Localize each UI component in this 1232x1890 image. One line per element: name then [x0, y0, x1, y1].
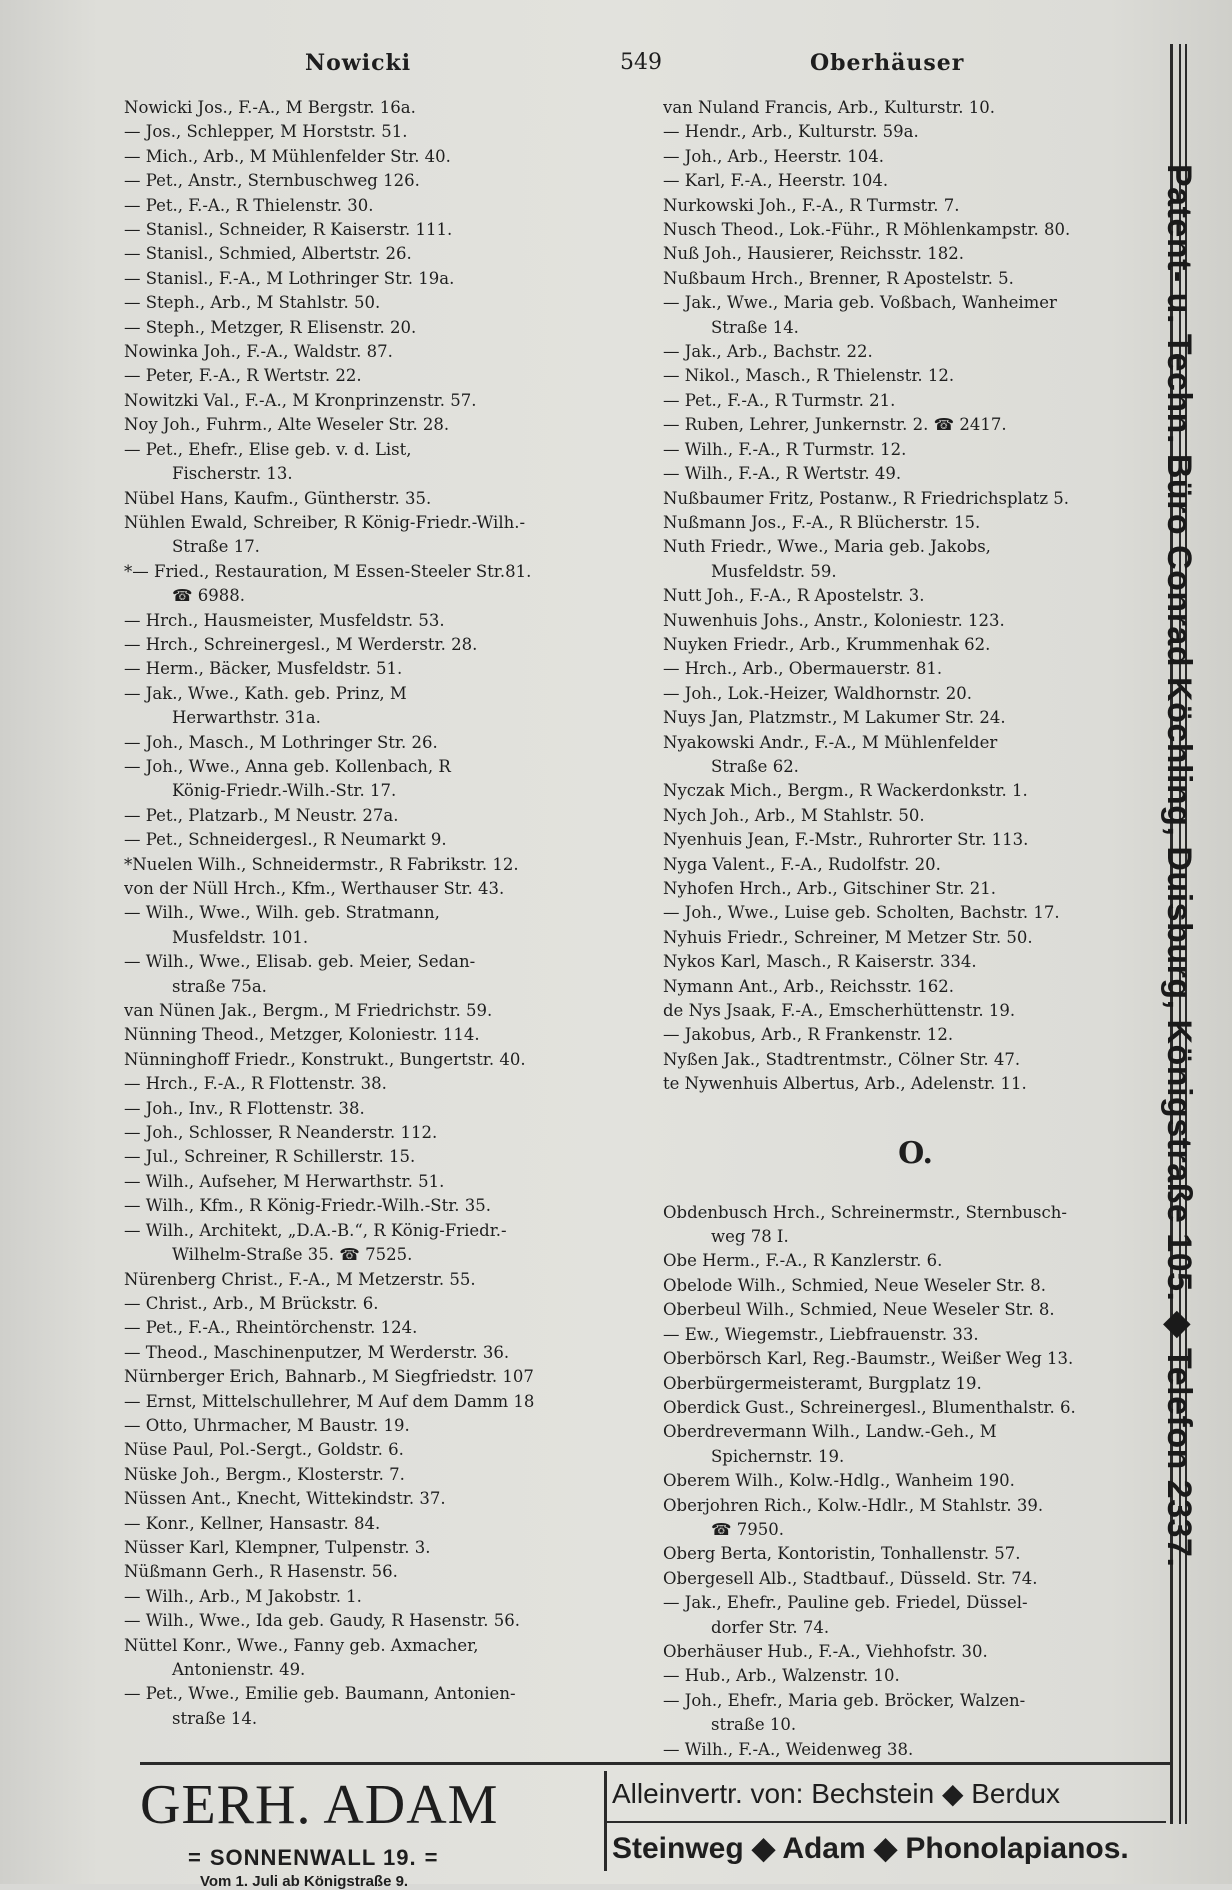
directory-entry: — Joh., Wwe., Anna geb. Kollenbach, R	[124, 756, 451, 776]
directory-entry: Oberdick Gust., Schreinergesl., Blumenthalstr. 6.	[663, 1397, 1076, 1417]
directory-entry: Nuyken Friedr., Arb., Krummenhak 62.	[663, 634, 991, 654]
directory-entry: Nurkowski Joh., F.-A., R Turmstr. 7.	[663, 195, 960, 215]
directory-entry: Nowicki Jos., F.-A., M Bergstr. 16a.	[124, 98, 416, 117]
directory-entry: Nyhofen Hrch., Arb., Gitschiner Str. 21.	[663, 879, 997, 898]
directory-entry: Nüse Paul, Pol.-Sergt., Goldstr. 6.	[124, 1440, 404, 1460]
directory-entry: — Pet., F.-A., R Turmstr. 21.	[663, 390, 896, 410]
directory-entry: Nüttel Konr., Wwe., Fanny geb. Axmacher,	[124, 1635, 479, 1655]
right-column-o-entries	[663, 1201, 1168, 1762]
directory-entry: Nünninghoff Friedr., Konstrukt., Bungertstr. 40.	[124, 1049, 526, 1069]
directory-entry: — Hendr., Arb., Kulturstr. 59a.	[663, 122, 919, 142]
directory-entry: Nußmann Jos., F.-A., R Blücherstr. 15.	[663, 512, 981, 532]
directory-entry: Noy Joh., Fuhrm., Alte Weseler Str. 28.	[124, 415, 450, 435]
advertiser-name: GERH. ADAM	[140, 1774, 499, 1836]
directory-entry: — Herm., Bäcker, Musfeldstr. 51.	[124, 659, 403, 679]
directory-entry: — Joh., Inv., R Flottenstr. 38.	[124, 1098, 365, 1118]
directory-entry: — Pet., Platzarb., M Neustr. 27a.	[124, 805, 399, 825]
directory-entry: — Wilh., F.-A., R Wertstr. 49.	[663, 464, 902, 484]
entry-continuation: straße 10.	[711, 1715, 797, 1735]
directory-entry: Obe Herm., F.-A., R Kanzlerstr. 6.	[663, 1251, 943, 1271]
directory-entry: *Nuelen Wilh., Schneidermstr., R Fabrikstr. 12.	[124, 854, 519, 874]
directory-entry: — Otto, Uhrmacher, M Baustr. 19.	[124, 1415, 410, 1435]
entry-continuation: Musfeldstr. 59.	[711, 561, 837, 581]
entry-continuation: Straße 62.	[711, 756, 799, 776]
directory-entry: — Konr., Kellner, Hansastr. 84.	[124, 1513, 381, 1533]
directory-entry: Oberbeul Wilh., Schmied, Neue Weseler Str. 8.	[663, 1300, 1055, 1320]
directory-entry: — Jakobus, Arb., R Frankenstr. 12.	[663, 1025, 954, 1045]
directory-entry: Obergesell Alb., Stadtbauf., Düsseld. Str. 74.	[663, 1568, 1038, 1588]
header-last-entry: Oberhäuser	[810, 50, 965, 76]
directory-entry: — Pet., Ehefr., Elise geb. v. d. List,	[124, 439, 412, 459]
directory-entry: Nyhuis Friedr., Schreiner, M Metzer Str. 50.	[663, 927, 1033, 947]
directory-entry: Nürenberg Christ., F.-A., M Metzerstr. 55.	[124, 1269, 476, 1289]
directory-entry: Oberdrevermann Wilh., Landw.-Geh., M	[663, 1422, 997, 1442]
entry-continuation: Straße 14.	[711, 317, 799, 337]
directory-entry: — Wilh., Architekt, „D.A.-B.“, R König-Friedr.-	[124, 1220, 507, 1240]
directory-entry: Nünning Theod., Metzger, Koloniestr. 114.	[124, 1025, 480, 1045]
directory-entry: Obelode Wilh., Schmied, Neue Weseler Str. 8.	[663, 1275, 1046, 1295]
directory-entry: Nymann Ant., Arb., Reichsstr. 162.	[663, 976, 954, 996]
left-column	[124, 96, 640, 1731]
directory-entry: te Nywenhuis Albertus, Arb., Adelenstr. 11.	[663, 1074, 1027, 1094]
directory-entry: Nürnberger Erich, Bahnarb., M Siegfriedstr. 107	[124, 1367, 534, 1387]
directory-entry: Nußbaum Hrch., Brenner, R Apostelstr. 5.	[663, 268, 1014, 288]
entry-continuation: weg 78 I.	[711, 1227, 789, 1247]
entry-continuation: König-Friedr.-Wilh.-Str. 17.	[172, 781, 397, 801]
page-number: 549	[620, 50, 662, 75]
directory-entry: — Stanisl., Schneider, R Kaiserstr. 111.	[124, 220, 453, 240]
directory-entry: — Hrch., F.-A., R Flottenstr. 38.	[124, 1074, 387, 1094]
footer-advertisement	[140, 1762, 1170, 1890]
entry-continuation: ☎ 6988.	[172, 586, 246, 606]
margin-ad-text: Patent- u. Techn. Büro Conrad Köchling, Duisburg, Königstraße 105. ◆ Telefon 2337.	[1160, 164, 1198, 1568]
directory-entry: — Pet., Anstr., Sternbuschweg 126.	[124, 171, 420, 191]
directory-entry: — Hrch., Schreinergesl., M Werderstr. 28.	[124, 634, 478, 654]
directory-entry: — Mich., Arb., M Mühlenfelder Str. 40.	[124, 146, 451, 166]
advertiser-address: = SONNENWALL 19. =	[180, 1845, 446, 1871]
ad-line-1: Alleinvertr. von: Bechstein ◆ Berdux	[612, 1778, 1060, 1809]
directory-entry: Nühlen Ewald, Schreiber, R König-Friedr.-Wilh.-	[124, 512, 526, 532]
directory-entry: — Ruben, Lehrer, Junkernstr. 2. ☎ 2417.	[663, 415, 1007, 435]
directory-entry: Nykos Karl, Masch., R Kaiserstr. 334.	[663, 952, 977, 972]
section-letter-o: O.	[898, 1135, 933, 1171]
entry-continuation: Wilhelm-Straße 35. ☎ 7525.	[172, 1245, 413, 1265]
directory-entry: Nych Joh., Arb., M Stahlstr. 50.	[663, 805, 925, 825]
directory-entry: — Pet., Schneidergesl., R Neumarkt 9.	[124, 830, 447, 850]
directory-entry: — Wilh., Wwe., Wilh. geb. Stratmann,	[124, 903, 440, 923]
directory-entry: — Wilh., Wwe., Elisab. geb. Meier, Sedan-	[124, 952, 476, 972]
entry-continuation: Musfeldstr. 101.	[172, 927, 309, 947]
directory-entry: — Nikol., Masch., R Thielenstr. 12.	[663, 366, 955, 386]
directory-entry: Nuth Friedr., Wwe., Maria geb. Jakobs,	[663, 537, 991, 557]
directory-entry: — Joh., Wwe., Luise geb. Scholten, Bachstr. 17.	[663, 903, 1060, 923]
entry-continuation: ☎ 7950.	[711, 1519, 785, 1539]
directory-entry: Nyßen Jak., Stadtrentmstr., Cölner Str. 47.	[663, 1049, 1021, 1069]
directory-entry: Oberbörsch Karl, Reg.-Baumstr., Weißer Weg 13.	[663, 1349, 1074, 1369]
entry-continuation: straße 75a.	[172, 976, 267, 996]
entry-continuation: Straße 17.	[172, 537, 260, 557]
entry-continuation: Spichernstr. 19.	[711, 1446, 845, 1466]
right-column-n-entries	[663, 96, 1168, 1097]
ad-line-2: Steinweg ◆ Adam ◆ Phonolapianos.	[612, 1832, 1129, 1865]
directory-entry: de Nys Jsaak, F.-A., Emscherhüttenstr. 19.	[663, 1001, 1016, 1021]
right-column	[663, 96, 1168, 1762]
directory-entry: — Wilh., Arb., M Jakobstr. 1.	[124, 1586, 362, 1606]
directory-entry: — Pet., Wwe., Emilie geb. Baumann, Antonien-	[124, 1684, 516, 1704]
directory-entry: — Steph., Arb., M Stahlstr. 50.	[124, 293, 381, 313]
directory-entry: Oberg Berta, Kontoristin, Tonhallenstr. 57.	[663, 1544, 1021, 1564]
directory-entry: — Christ., Arb., M Brückstr. 6.	[124, 1293, 379, 1313]
directory-entry: — Wilh., Kfm., R König-Friedr.-Wilh.-Str. 35.	[124, 1196, 492, 1216]
directory-entry: — Jak., Ehefr., Pauline geb. Friedel, Düssel-	[663, 1593, 1028, 1613]
directory-entry: Oberem Wilh., Kolw.-Hdlg., Wanheim 190.	[663, 1471, 1015, 1491]
directory-entry: Oberhäuser Hub., F.-A., Viehhofstr. 30.	[663, 1641, 988, 1661]
directory-entry: — Peter, F.-A., R Wertstr. 22.	[124, 366, 362, 386]
directory-entry: Nyczak Mich., Bergm., R Wackerdonkstr. 1.	[663, 781, 1028, 801]
directory-entry: Nowitzki Val., F.-A., M Kronprinzenstr. 57.	[124, 390, 477, 410]
directory-entry: Obdenbusch Hrch., Schreinermstr., Sternbusch-	[663, 1202, 1067, 1222]
entry-continuation: Herwarthstr. 31a.	[172, 708, 321, 728]
directory-entry: — Steph., Metzger, R Elisenstr. 20.	[124, 317, 417, 337]
directory-entry: — Wilh., Aufseher, M Herwarthstr. 51.	[124, 1171, 445, 1191]
directory-entry: — Joh., Arb., Heerstr. 104.	[663, 146, 884, 166]
directory-entry: Nusch Theod., Lok.-Führ., R Möhlenkampstr. 80.	[663, 220, 1071, 240]
directory-entry: — Jak., Wwe., Kath. geb. Prinz, M	[124, 683, 407, 703]
directory-entry: — Joh., Lok.-Heizer, Waldhornstr. 20.	[663, 683, 972, 703]
directory-entry: — Wilh., F.-A., R Turmstr. 12.	[663, 439, 907, 459]
directory-entry: Nyga Valent., F.-A., Rudolfstr. 20.	[663, 854, 941, 874]
directory-entry: — Wilh., F.-A., Weidenweg 38.	[663, 1739, 914, 1759]
entry-continuation: Fischerstr. 13.	[172, 464, 293, 484]
directory-entry: Nowinka Joh., F.-A., Waldstr. 87.	[124, 342, 393, 362]
entry-continuation: Antonienstr. 49.	[172, 1660, 306, 1679]
directory-entry: — Hrch., Arb., Obermauerstr. 81.	[663, 659, 943, 679]
header-first-entry: Nowicki	[305, 50, 412, 76]
directory-entry: Nüßmann Gerh., R Hasenstr. 56.	[124, 1562, 398, 1582]
directory-entry: van Nuland Francis, Arb., Kulturstr. 10.	[663, 98, 995, 117]
directory-entry: — Stanisl., Schmied, Albertstr. 26.	[124, 244, 412, 264]
directory-entry: — Theod., Maschinenputzer, M Werderstr. 36.	[124, 1342, 510, 1362]
directory-entry: — Joh., Schlosser, R Neanderstr. 112.	[124, 1123, 438, 1143]
directory-entry: Nyakowski Andr., F.-A., M Mühlenfelder	[663, 732, 998, 752]
margin-advertisement	[1160, 44, 1223, 1824]
advertiser-note: Vom 1. Juli ab Königstraße 9.	[200, 1873, 409, 1890]
directory-entry: Nübel Hans, Kaufm., Güntherstr. 35.	[124, 488, 432, 508]
directory-entry: — Jul., Schreiner, R Schillerstr. 15.	[124, 1147, 416, 1167]
directory-entry: — Stanisl., F.-A., M Lothringer Str. 19a.	[124, 268, 455, 288]
directory-entry: — Wilh., Wwe., Ida geb. Gaudy, R Hasenstr. 56.	[124, 1611, 520, 1631]
directory-entry: — Hub., Arb., Walzenstr. 10.	[663, 1666, 900, 1686]
directory-entry: Oberjohren Rich., Kolw.-Hdlr., M Stahlstr. 39.	[663, 1495, 1044, 1515]
directory-entry: Nußbaumer Fritz, Postanw., R Friedrichsplatz 5.	[663, 488, 1070, 508]
directory-entry: Nüsser Karl, Klempner, Tulpenstr. 3.	[124, 1537, 431, 1557]
directory-entry: Nuys Jan, Platzmstr., M Lakumer Str. 24.	[663, 708, 1006, 728]
directory-entry: — Hrch., Hausmeister, Musfeldstr. 53.	[124, 610, 445, 630]
directory-entry: Nutt Joh., F.-A., R Apostelstr. 3.	[663, 586, 925, 606]
directory-entry: Nuß Joh., Hausierer, Reichsstr. 182.	[663, 244, 965, 264]
directory-entry: van Nünen Jak., Bergm., M Friedrichstr. 59.	[124, 1001, 493, 1021]
directory-entry: Nüske Joh., Bergm., Klosterstr. 7.	[124, 1464, 405, 1484]
directory-entry: von der Nüll Hrch., Kfm., Werthauser Str. 43.	[124, 879, 505, 898]
directory-entry: — Jak., Arb., Bachstr. 22.	[663, 342, 873, 362]
directory-entry: — Joh., Masch., M Lothringer Str. 26.	[124, 732, 438, 752]
directory-entry: — Karl, F.-A., Heerstr. 104.	[663, 171, 889, 191]
entry-continuation: dorfer Str. 74.	[711, 1617, 830, 1637]
directory-entry: — Jak., Wwe., Maria geb. Voßbach, Wanheimer	[663, 293, 1057, 313]
directory-entry: — Pet., F.-A., Rheintörchenstr. 124.	[124, 1318, 418, 1338]
directory-entry: *— Fried., Restauration, M Essen-Steeler Str.81.	[124, 561, 532, 581]
page-header	[120, 44, 1150, 84]
directory-entry: — Pet., F.-A., R Thielenstr. 30.	[124, 195, 374, 215]
directory-entry: — Ernst, Mittelschullehrer, M Auf dem Damm 18	[124, 1391, 535, 1411]
footer-rule	[604, 1821, 1166, 1823]
entry-continuation: straße 14.	[172, 1708, 258, 1728]
directory-entry: — Ew., Wiegemstr., Liebfrauenstr. 33.	[663, 1324, 979, 1344]
directory-entry: Nuwenhuis Johs., Anstr., Koloniestr. 123.	[663, 610, 1005, 630]
directory-entry: Oberbürgermeisteramt, Burgplatz 19.	[663, 1373, 982, 1393]
directory-entry: Nüssen Ant., Knecht, Wittekindstr. 37.	[124, 1489, 446, 1509]
directory-entry: — Jos., Schlepper, M Horststr. 51.	[124, 122, 408, 142]
directory-entry: Nyenhuis Jean, F.-Mstr., Ruhrorter Str. 113.	[663, 830, 1029, 850]
directory-entry: — Joh., Ehefr., Maria geb. Bröcker, Walzen-	[663, 1690, 1026, 1710]
